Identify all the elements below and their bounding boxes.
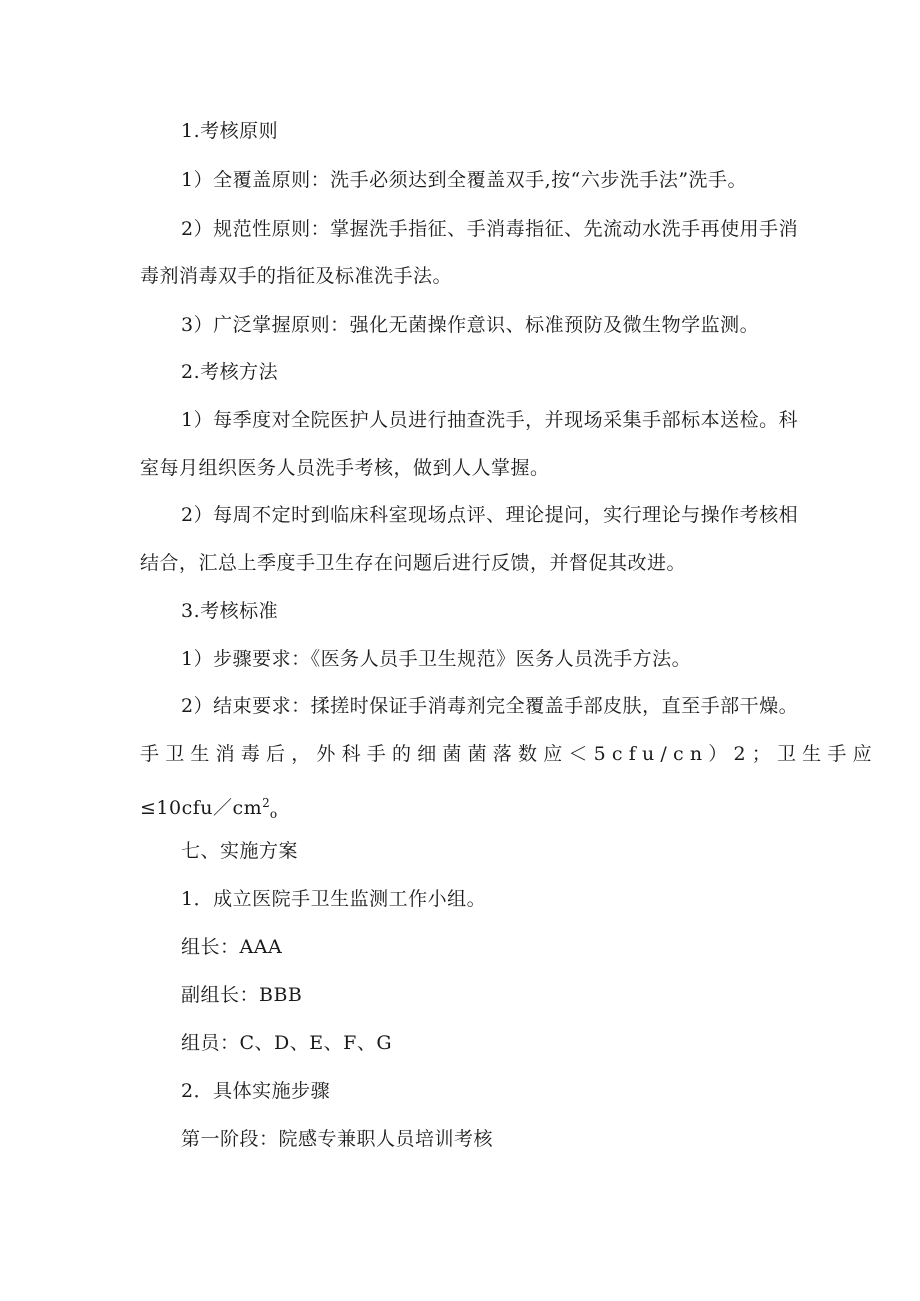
team-members: 组员：C、D、E、F、G [181, 1032, 393, 1054]
chapter-heading-implementation-plan: 七、实施方案 [181, 840, 299, 862]
list-item: 1．成立医院手卫生监测工作小组。 [181, 888, 487, 910]
paragraph-line: 2）规范性原则：掌握洗手指征、手消毒指征、先流动水洗手再使用手消 [181, 218, 799, 240]
team-leader: 组长：AAA [181, 936, 283, 958]
section-heading-assessment-methods: 2.考核方法 [181, 361, 279, 383]
paragraph-line: 3）广泛掌握原则：强化无菌操作意识、标准预防及微生物学监测。 [181, 314, 760, 336]
paragraph-line: 2）每周不定时到临床科室现场点评、理论提问，实行理论与操作考核相 [181, 504, 799, 526]
phase-heading: 第一阶段：院感专兼职人员培训考核 [181, 1128, 494, 1150]
formula-main: ≤10cfu／cm [140, 797, 263, 819]
paragraph-line: 2）结束要求：揉搓时保证手消毒剂完全覆盖手部皮肤，直至手部干燥。 [181, 695, 799, 717]
paragraph-line: 室每月组织医务人员洗手考核，做到人人掌握。 [140, 457, 550, 479]
paragraph-line: 结合，汇总上季度手卫生存在问题后进行反馈，并督促其改进。 [140, 552, 687, 574]
section-heading-assessment-standards: 3.考核标准 [181, 600, 279, 622]
paragraph-line: 1）每季度对全院医护人员进行抽查洗手，并现场采集手部标本送检。科 [181, 409, 799, 431]
deputy-team-leader: 副组长：BBB [181, 984, 303, 1006]
list-item: 2．具体实施步骤 [181, 1080, 331, 1102]
formula-subscript: o [269, 807, 278, 821]
formula-line [0, 788, 920, 829]
paragraph-line: 手卫生消毒后，外科手的细菌菌落数应＜5cfu/cn）2；卫生手应 [140, 743, 878, 765]
formula-superscript: 2 [262, 796, 270, 810]
paragraph-line: 1）步骤要求：《医务人员手卫生规范》医务人员洗手方法。 [181, 648, 692, 670]
section-heading-assessment-principles: 1.考核原则 [181, 120, 279, 142]
paragraph-line: 毒剂消毒双手的指征及标准洗手法。 [140, 265, 453, 287]
paragraph-line: 1）全覆盖原则：洗手必须达到全覆盖双手,按“六步洗手法”洗手。 [181, 169, 748, 191]
